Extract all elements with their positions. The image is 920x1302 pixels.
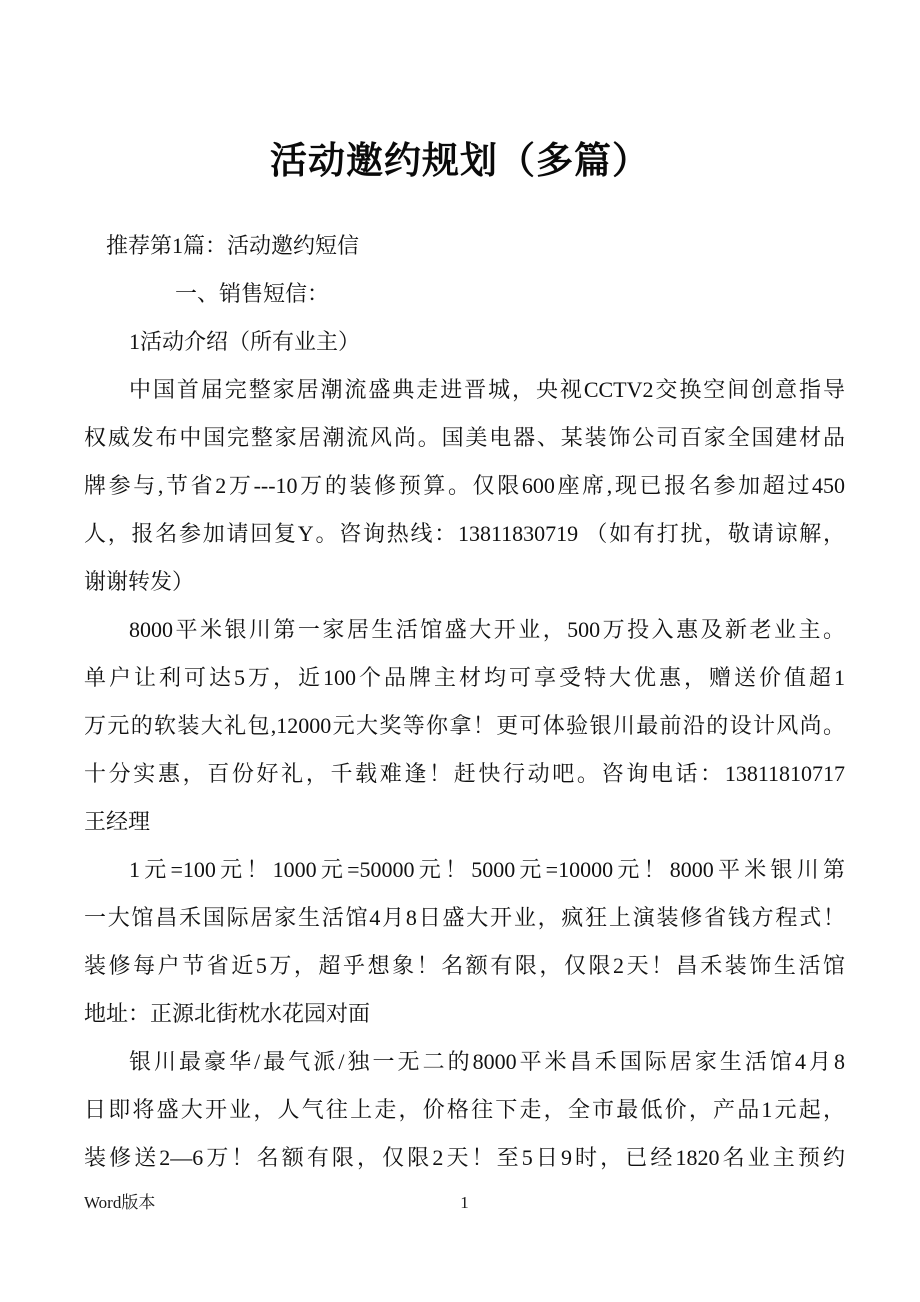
paragraph-line: 谢谢转发） [84,569,195,594]
paragraph [84,270,845,318]
paragraph-line: 一大馆昌禾国际居家生活馆4月8日盛大开业，疯狂上演装修省钱方程式！ [84,905,845,930]
paragraph [84,366,845,606]
document-body [84,222,845,1182]
paragraph-line: 8000平米银川第一家居生活馆盛大开业，500万投入惠及新老业主。 [129,617,845,642]
paragraph-line: 日即将盛大开业，人气往上走，价格往下走，全市最低价，产品1元起， [84,1097,845,1122]
paragraph-line: 牌参与,节省2万---10万的装修预算。仅限600座席,现已报名参加超过450 [84,473,845,498]
paragraph-line: 1活动介绍（所有业主） [129,329,361,354]
paragraph [84,222,845,270]
paragraph-line: 装修每户节省近5万，超乎想象！名额有限，仅限2天！昌禾装饰生活馆 [84,953,845,978]
paragraph-line: 人，报名参加请回复Y。咨询热线：13811830719 （如有打扰，敬请谅解， [84,521,845,546]
page-number: 1 [460,1193,469,1212]
paragraph-line: 推荐第1篇：活动邀约短信 [106,233,360,258]
document-footer [84,1190,845,1216]
paragraph-line: 一、销售短信： [175,281,330,306]
paragraph-line: 装修送2—6万！名额有限，仅限2天！至5日9时，已经1820名业主预约 [84,1145,845,1170]
paragraph-line: 银川最豪华/最气派/独一无二的8000平米昌禾国际居家生活馆4月8 [129,1049,845,1074]
paragraph-line: 权威发布中国完整家居潮流风尚。国美电器、某装饰公司百家全国建材品 [84,425,845,450]
paragraph-line: 十分实惠，百份好礼，千载难逢！赶快行动吧。咨询电话：13811810717 [84,761,845,786]
paragraph [84,318,845,366]
paragraph-line: 王经理 [84,809,151,834]
paragraph [84,846,845,1038]
paragraph-line: 单户让利可达5万，近100个品牌主材均可享受特大优惠，赠送价值超1 [84,665,845,690]
footer-version-label: Word版本 [84,1193,156,1212]
paragraph-line: 万元的软装大礼包,12000元大奖等你拿！更可体验银川最前沿的设计风尚。 [84,713,845,738]
document-title: 活动邀约规划（多篇） [270,141,650,182]
paragraph [84,1038,845,1182]
paragraph-line: 地址：正源北街枕水花园对面 [84,1001,371,1026]
paragraph-line: 中国首届完整家居潮流盛典走进晋城，央视CCTV2交换空间创意指导 [129,377,845,402]
paragraph-line: 1元=100元！1000元=50000元！5000元=10000元！8000平米银川第 [129,857,845,882]
paragraph [84,606,845,846]
